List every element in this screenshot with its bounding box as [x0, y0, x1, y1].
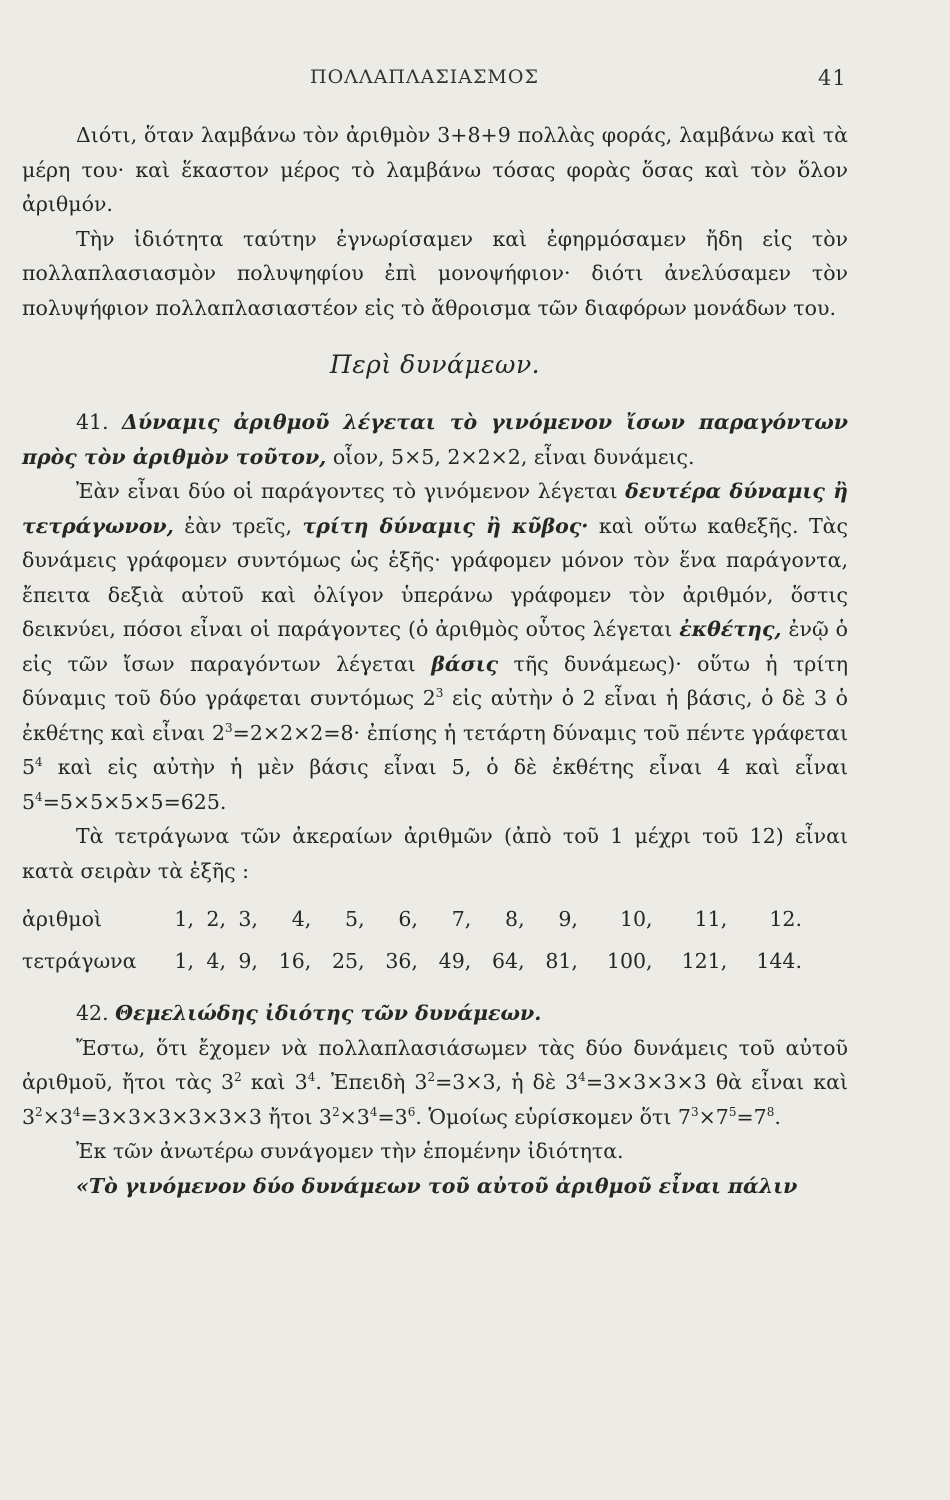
text-run: εἰς αὐτὴν ὁ 2 εἶναι ἡ βάσις, ὁ δὲ 3 ὁ ἐκθέτης καὶ εἶναι 2	[22, 686, 848, 745]
text-run: καὶ 3	[241, 1070, 308, 1094]
section-41-definition	[22, 405, 848, 474]
superscript: 4	[35, 755, 43, 770]
text-run: =7	[736, 1104, 767, 1129]
table-cell: 6,	[398, 906, 418, 931]
superscript: 2	[234, 1070, 242, 1085]
table-row-squares	[22, 940, 802, 982]
term-exponent: ἐκθέτης,	[679, 617, 782, 641]
table-cell: 2,	[206, 906, 226, 931]
superscript: 4	[578, 1070, 586, 1085]
table-cell: 11,	[694, 906, 728, 931]
text-run: =2×2×2=8· ἐπίσης ἡ τετάρτη δύναμις τοῦ πέντε γράφεται 5	[22, 720, 849, 779]
squares-table	[22, 898, 802, 982]
superscript: 3	[435, 686, 444, 701]
paragraph-squares-intro: Τὰ τετράγωνα τῶν ἀκεραίων ἀριθμῶν (ἀπὸ τοῦ 1 μέχρι τοῦ 12) εἶναι κατὰ σειρὰν τὰ ἑξῆς :	[22, 824, 848, 883]
body-text	[22, 118, 848, 1203]
text-run: ἐνῷ ὁ εἰς τῶν ἴσων παραγόντων λέγεται	[22, 617, 849, 676]
running-title: ΠΟΛΛΑΠΛΑΣΙΑΣΜΟΣ	[310, 66, 539, 88]
power-definition-examples: οἷον, 5×5, 2×2×2, εἶναι δυνάμεις.	[326, 444, 695, 469]
table-cell: 4,	[291, 906, 312, 931]
table-cell: 9,	[238, 948, 258, 973]
superscript: 4	[307, 1070, 316, 1085]
superscript: 4	[35, 789, 43, 804]
row-label-numbers: ἀριθμοὶ	[22, 906, 102, 931]
table-cell: 64,	[491, 948, 525, 973]
term-cube: τρίτη δύναμις ἢ κῦβος·	[302, 513, 589, 538]
paragraph-conclusion: Ἐκ τῶν ἀνωτέρω συνάγομεν τὴν ἑπομένην ἰδιότητα.	[76, 1139, 624, 1163]
superscript: 5	[728, 1104, 737, 1119]
text-run: . Ὁμοίως εὑρίσκομεν ὅτι 7	[415, 1104, 691, 1129]
table-cell: 12.	[769, 906, 802, 931]
table-cell: 9,	[558, 906, 578, 931]
superscript: 6	[407, 1104, 416, 1119]
paragraph-1: Διότι, ὅταν λαμβάνω τὸν ἀριθμὸν 3+8+9 πολλὰς φοράς, λαμβάνω καὶ τὰ μέρη του· καὶ ἕκαστον μέρος τὸ λαμβάνω τόσας φορὰς ὅσας καὶ τὸν ὅλον ἀριθμόν.	[22, 123, 848, 216]
page-number: 41	[818, 66, 847, 90]
table-cell: 4,	[206, 948, 226, 973]
table-cell: 8,	[505, 906, 525, 931]
superscript: 2	[35, 1104, 43, 1119]
table-cell: 49,	[438, 948, 472, 973]
text-run: καὶ εἰς αὐτὴν ἡ μὲν βάσις εἶναι 5, ὁ δὲ ἐκθέτης εἶναι 4 καὶ εἶναι 5	[22, 755, 848, 814]
row-label-squares: τετράγωνα	[22, 948, 137, 973]
text-run: τῆς δυνάμεως)· οὕτω ἡ τρίτη δύναμις τοῦ δύο γράφεται συντόμως 2	[22, 651, 848, 710]
text-run: ×3	[42, 1104, 73, 1129]
term-square: δευτέρα δύναμις ἢ τετράγωνον,	[22, 479, 849, 538]
superscript: 3	[690, 1104, 699, 1119]
table-row-numbers	[22, 898, 802, 940]
text-run: . Ἐπειδὴ 3	[315, 1070, 428, 1094]
table-cell: 100,	[606, 948, 653, 973]
table-cell: 81,	[545, 948, 578, 973]
page-header	[0, 66, 950, 96]
table-cell: 36,	[385, 948, 418, 973]
paragraph-product-of-powers	[22, 1031, 848, 1135]
text-run: Ἐὰν εἶναι δύο οἱ παράγοντες τὸ γινόμενον λέγεται	[76, 479, 626, 503]
term-base: βάσις	[431, 651, 499, 676]
table-cell: 5,	[345, 906, 365, 931]
text-run: ×3	[339, 1104, 370, 1129]
section-heading-powers: Περὶ δυνάμεων.	[329, 350, 541, 379]
superscript: 4	[72, 1104, 81, 1119]
paragraph-exponents	[22, 474, 848, 819]
table-cell: 16,	[278, 948, 312, 973]
table-cell: 1,	[174, 906, 194, 931]
section-42-number: 42.	[76, 1001, 109, 1025]
table-cell: 3,	[238, 906, 258, 931]
table-cell: 1,	[174, 948, 194, 973]
section-42-title: Θεμελιώδης ἰδιότης τῶν δυνάμεων.	[115, 1001, 542, 1025]
text-run: =3	[377, 1104, 408, 1129]
superscript: 2	[331, 1104, 340, 1119]
text-run: Ἔστω, ὅτι ἔχομεν νὰ πολλαπλασιάσωμεν τὰς δύο δυνάμεις τοῦ αὐτοῦ ἀριθμοῦ, ἤτοι τὰς 3	[22, 1035, 848, 1094]
superscript: 4	[369, 1104, 378, 1119]
text-run: =3×3×3×3 θὰ εἶναι καὶ 3	[22, 1070, 848, 1129]
text-run: ×7	[698, 1104, 729, 1129]
table-cell: 7,	[451, 906, 472, 931]
text-run: ἐὰν τρεῖς,	[173, 513, 303, 538]
paragraph-2: Τὴν ἰδιότητα ταύτην ἐγνωρίσαμεν καὶ ἐφηρμόσαμεν ἤδη εἰς τὸν πολλαπλασιασμὸν πολυψηφίου ἐπὶ μονοψήφιον· διότι ἀνελύσαμεν τὸν πολυψήφιον πολλαπλασιαστέον εἰς τὸ ἄθροισμα τῶν διαφόρων μονάδων του.	[22, 226, 848, 320]
text-run: =3×3, ἡ δὲ 3	[435, 1070, 579, 1094]
text-run: =5×5×5×5=625.	[42, 789, 227, 814]
table-cell: 25,	[332, 948, 365, 973]
power-definition-term: Δύναμις ἀριθμοῦ λέγεται τὸ γινόμενον ἴσων παραγόντων πρὸς τὸν ἀριθμὸν τοῦτον,	[22, 410, 848, 469]
superscript: 2	[427, 1070, 436, 1085]
text-run: καὶ οὕτω καθεξῆς. Τὰς δυνάμεις γράφομεν συντόμως ὡς ἑξῆς· γράφομεν μόνον τὸν ἕνα παράγοντα, ἔπειτα δεξιὰ αὐτοῦ καὶ ὀλίγον ὑπεράνω γράφομεν τὸν ἀριθμόν, ὅστις δεικνύει, πόσοι εἶναι οἱ παράγοντες (ὁ ἀριθμὸς οὗτος λέγεται	[22, 513, 848, 641]
section-42-heading	[22, 996, 848, 1031]
table-cell: 144.	[756, 948, 802, 973]
text-run: =3×3×3×3×3×3 ἤτοι 3	[80, 1104, 332, 1129]
table-cell: 121,	[681, 948, 728, 973]
superscript: 3	[225, 720, 233, 735]
section-41-number: 41.	[76, 410, 109, 434]
superscript: 8	[766, 1104, 775, 1119]
text-run: .	[774, 1104, 781, 1129]
property-statement: «Τὸ γινόμενον δύο δυνάμεων τοῦ αὐτοῦ ἀριθμοῦ εἶναι πάλιν	[76, 1173, 798, 1198]
table-cell: 10,	[619, 906, 653, 931]
